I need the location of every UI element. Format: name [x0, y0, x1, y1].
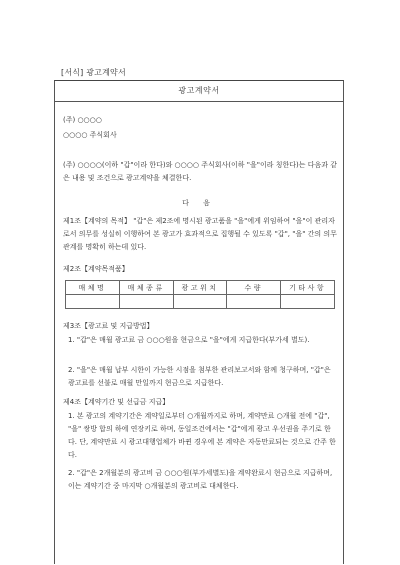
table-header-row [66, 281, 335, 295]
article-4-item-2 [68, 467, 337, 493]
article-1-title: 제1조【계약의 목적】 [63, 217, 132, 225]
party-a-company: ○○○○ 주식회사 [63, 131, 117, 139]
article-1-body: "갑"은 제2조에 명시된 광고품을 "을"에게 위임하여 "을"이 관리자로서 의무를 성실히 이행하여 본 광고가 효과적으로 집행될 수 있도록 "갑", "을" 간의 의무관계를 명확히 하는데 있다. [63, 217, 337, 251]
section-heading: 다 음 [182, 199, 216, 207]
item-number: 1. [68, 412, 75, 420]
item-number: 2. [68, 469, 75, 477]
table-cell [281, 295, 335, 309]
table-cell [119, 295, 173, 309]
article-3-item-1 [68, 334, 337, 347]
table-header-cell: 광고위치 [173, 281, 227, 295]
article-3-item-2 [68, 364, 337, 390]
document-title: 광고계약서 [178, 86, 220, 95]
article-3-title: 제3조【광고료 및 지급방법】 [63, 322, 154, 330]
item-number: 2. [68, 366, 75, 374]
table-header-cell: 기타사항 [281, 281, 335, 295]
preamble: (주) ○○○○(이하 "갑"이라 한다)와 ○○○○ 주식회사(이하 "을"이라 칭한다)는 다음과 같은 내용 및 조건으로 광고계약을 체결한다. [63, 161, 337, 182]
table-cell [227, 295, 281, 309]
article-4-item-1 [68, 410, 337, 462]
item-text: "을"은 매월 납부 시한이 가능한 시점을 첨부한 관리보고서와 함께 청구하며, "갑"은 광고료를 선불로 매월 만일까지 현금으로 지급한다. [68, 366, 331, 387]
item-text: 본 광고의 계약기간은 계약일로부터 ○개월까지로 하며, 계약만료 ○개월 전에 "갑", "을" 쌍방 합의 하에 연장키로 하며, 동일조건에서는 "갑"에게 광고 우선권을 주기로 한다. 단, 계약만료 시 광고대행업체가 바뀐 경우에 본 계약은 자동만료되는 것으로 간주 한다. [68, 412, 336, 459]
table-header-cell: 매체종류 [119, 281, 173, 295]
table-header-cell: 수량 [227, 281, 281, 295]
table-row [66, 295, 335, 309]
party-a-name: (주) ○○○○ [63, 116, 102, 124]
form-label: [서식] 광고계약서 [61, 68, 126, 77]
table-cell [66, 295, 120, 309]
item-text: "갑"은 매월 광고료 금 ○○○원을 현금으로 "을"에게 지급한다(부가세 별도). [76, 336, 310, 344]
table-cell [173, 295, 227, 309]
title-divider [55, 101, 343, 102]
article-4-title: 제4조【계약기간 및 선급금 지급】 [63, 398, 170, 406]
contract-sheet [54, 80, 344, 564]
items-table [65, 280, 335, 309]
article-1 [63, 215, 337, 254]
item-text: "갑"은 2개월분의 광고비 금 ○○○원(부가세별도)을 계약완료시 현금으로 지급하며, 이는 계약기간 중 마지막 ○개월분의 광고비로 대체한다. [68, 469, 333, 490]
article-2-title: 제2조【계약목적품】 [63, 265, 129, 273]
item-number: 1. [68, 336, 75, 344]
table-header-cell: 매체명 [66, 281, 120, 295]
